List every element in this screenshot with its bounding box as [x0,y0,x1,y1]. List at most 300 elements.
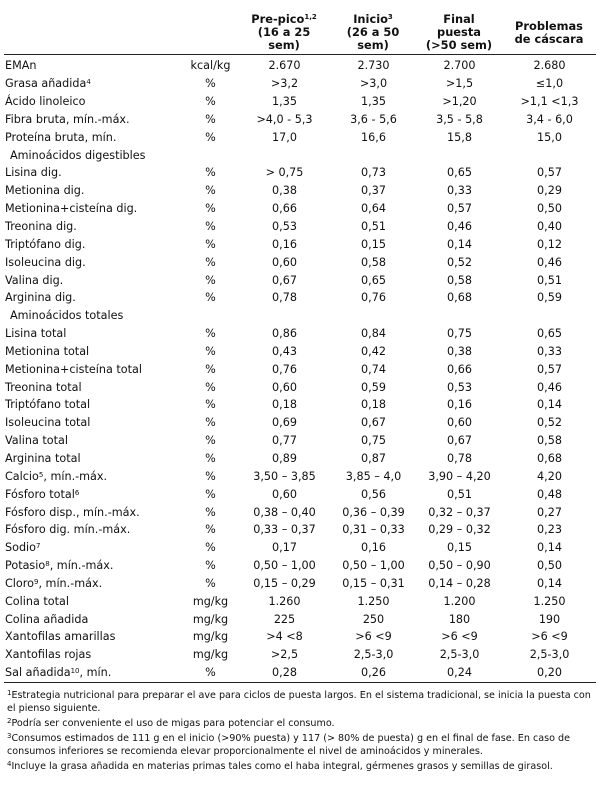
table-row [4,575,596,593]
row-unit: % [205,237,216,251]
row-label-text: Isoleucina total [5,416,91,430]
value-inicio: 0,75 [361,434,386,448]
value-prepico: 225 [273,612,296,626]
row-label-suffix: , mín.-máx. [49,559,114,573]
row-unit: mg/kg [192,648,229,662]
row-unit: % [205,666,216,680]
row-unit: % [205,451,216,465]
row-label-text: Triptófano dig. [5,237,86,251]
value-inicio: 0,26 [361,666,386,680]
row-unit: % [205,184,216,198]
row-label [4,165,182,183]
table-row [4,325,596,343]
value-prepico: 0,33 – 0,37 [253,523,316,537]
section-heading: Aminoácidos totales [10,309,124,323]
value-inicio: 250 [362,612,385,626]
footnotes [4,689,596,773]
row-label [4,254,182,272]
header-inicio-sup: 3 [387,12,393,21]
table-row [4,593,596,611]
footnote-ref: 8 [45,560,50,569]
value-problemas: 0,68 [537,451,562,465]
table-row [4,75,596,93]
section-row [4,307,596,325]
value-prepico: 1,35 [272,95,297,109]
value-inicio: 1.250 [357,594,390,608]
row-unit: % [205,95,216,109]
table-row [4,379,596,397]
row-label-text: Calcio [5,469,39,483]
row-label [4,272,182,290]
value-problemas: 15,0 [537,130,562,144]
value-problemas: 0,14 [537,541,562,555]
row-label [4,629,182,647]
value-problemas: 0,51 [537,273,562,287]
row-label-text: Xantofilas rojas [5,648,92,662]
value-prepico: 2.670 [268,59,301,73]
value-prepico: 0,76 [272,362,297,376]
value-inicio: 2,5-3,0 [353,648,394,662]
row-unit: % [205,166,216,180]
row-unit: mg/kg [192,594,229,608]
row-unit: mg/kg [192,612,229,626]
row-label-text: Arginina total [5,451,81,465]
header-inicio-range: (26 a 50 [346,24,400,39]
row-unit: % [205,469,216,483]
row-label [4,218,182,236]
value-problemas: 0,46 [537,380,562,394]
header-prepico-title: Pre-pico [251,11,305,26]
value-final: 0,65 [447,166,472,180]
value-final: 0,15 [447,541,472,555]
row-unit: % [205,202,216,216]
footnote-ref: 5 [38,470,44,479]
header-inicio-title: Inicio [353,11,388,26]
value-problemas: 0,12 [537,237,562,251]
value-inicio: 0,18 [361,398,386,412]
table-row [4,664,596,682]
value-problemas: >6 <9 [531,630,568,644]
row-label [4,54,182,75]
row-label-text: Colina añadida [5,612,89,626]
row-unit: % [205,291,216,305]
value-prepico: 0,43 [272,344,297,358]
value-final: 2.700 [443,59,476,73]
value-problemas: 2,5-3,0 [529,648,570,662]
row-label-text: Proteína bruta, mín. [5,130,117,144]
value-problemas: 0,23 [537,523,562,537]
footnote-number: 3 [7,732,12,741]
row-unit: % [205,380,216,394]
header-prepico-sup: 1,2 [304,12,317,21]
table-row [4,611,596,629]
value-inicio: 0,16 [361,541,386,555]
value-final: 3,90 – 4,20 [428,469,491,483]
value-problemas: 0,57 [537,166,562,180]
table-row [4,129,596,147]
value-inicio: 0,42 [361,344,386,358]
value-inicio: 0,51 [361,220,386,234]
table-row [4,504,596,522]
header-prepico-range: (16 a 25 [257,24,311,39]
value-problemas: 0,50 [537,559,562,573]
row-label-text: Colina total [5,594,69,608]
value-problemas: 0,20 [537,666,562,680]
footnote-number: 2 [7,717,12,726]
row-label-text: Potasio [5,559,46,573]
header-final-range: (>50 sem) [425,37,493,52]
row-unit: mg/kg [192,630,229,644]
row-label [4,379,182,397]
value-prepico: >4 <8 [266,630,303,644]
row-label [4,93,182,111]
value-prepico: 0,86 [272,327,297,341]
value-problemas: 0,40 [537,220,562,234]
table-row [4,629,596,647]
value-prepico: 17,0 [272,130,297,144]
value-problemas: 0,58 [537,434,562,448]
footnote-text: Podría ser conveniente el uso de migas para potenciar el consumo. [11,718,335,730]
row-label [4,129,182,147]
table-row [4,200,596,218]
table-row [4,521,596,539]
row-unit: % [205,112,216,126]
value-prepico: 0,50 – 1,00 [253,559,316,573]
row-label [4,521,182,539]
value-problemas: 0,57 [537,362,562,376]
value-final: 0,66 [447,362,472,376]
footnote-ref: 7 [36,542,41,551]
row-label-suffix: , mín.-máx. [43,469,108,483]
value-final: 180 [448,612,471,626]
header-parameter [4,4,182,54]
value-problemas: 0,50 [537,202,562,216]
row-label [4,539,182,557]
value-inicio: 0,15 [361,237,386,251]
value-inicio: 3,85 – 4,0 [345,469,402,483]
table-row [4,432,596,450]
table-row [4,361,596,379]
value-inicio: >6 <9 [355,630,392,644]
value-prepico: 0,28 [272,666,297,680]
row-unit: % [205,541,216,555]
value-prepico: 0,15 – 0,29 [253,576,316,590]
footnote [7,717,592,730]
value-final: 0,46 [447,220,472,234]
value-inicio: 0,31 – 0,33 [342,523,405,537]
value-inicio: 0,56 [361,487,386,501]
table-row [4,111,596,129]
table-row [4,165,596,183]
row-label [4,646,182,664]
row-label-text: Triptófano total [5,398,91,412]
row-unit: % [205,576,216,590]
table-header [4,4,596,54]
value-final: 0,52 [447,255,472,269]
table-row [4,54,596,75]
row-label-text: Lisina total [5,327,67,341]
value-final: >1,20 [442,95,477,109]
value-prepico: >2,5 [270,648,299,662]
value-inicio: 0,67 [361,416,386,430]
row-unit: % [205,523,216,537]
value-inicio: 1,35 [361,95,386,109]
value-prepico: > 0,75 [265,166,304,180]
row-label-text: Arginina dig. [5,291,76,305]
row-label-text: Fósforo dig. mín.-máx. [5,523,131,537]
table-row [4,218,596,236]
table-row [4,486,596,504]
row-label [4,611,182,629]
row-unit: % [205,273,216,287]
row-label-text: Treonina dig. [5,220,77,234]
value-inicio: 0,84 [361,327,386,341]
row-label-text: Fósforo disp., mín.-máx. [5,505,140,519]
value-problemas: 0,14 [537,398,562,412]
footnote-ref: 4 [86,78,91,87]
header-problemas [502,4,596,54]
value-problemas: 0,29 [537,184,562,198]
value-problemas: 190 [538,612,561,626]
value-prepico: 0,38 – 0,40 [253,505,316,519]
value-problemas: 0,65 [537,327,562,341]
value-problemas: 0,48 [537,487,562,501]
footnote-number: 1 [7,689,12,698]
value-prepico: >3,2 [270,77,299,91]
value-inicio: 0,76 [361,291,386,305]
row-label-text: Ácido linoleico [5,95,86,109]
row-label-text: Valina total [5,434,68,448]
table-row [4,182,596,200]
row-unit: % [205,398,216,412]
value-final: 0,51 [447,487,472,501]
value-problemas: 4,20 [537,469,562,483]
row-label-text: Cloro [5,576,34,590]
row-label [4,182,182,200]
value-prepico: 1.260 [268,594,301,608]
row-label [4,325,182,343]
value-final: 0,38 [447,344,472,358]
row-unit: % [205,487,216,501]
row-unit: % [205,77,216,91]
header-final [416,4,502,54]
value-prepico: 0,16 [272,237,297,251]
value-final: 0,32 – 0,37 [428,505,491,519]
header-final-title: Final [443,11,475,26]
header-prepico-unit: sem) [268,37,300,52]
value-prepico: 0,69 [272,416,297,430]
value-prepico: 0,78 [272,291,297,305]
table-row [4,450,596,468]
table-row [4,557,596,575]
table-row [4,539,596,557]
value-inicio: 0,73 [361,166,386,180]
row-label-text: Metionina+cisteína total [5,362,142,376]
value-problemas: 0,59 [537,291,562,305]
footnote [7,760,592,773]
value-inicio: 16,6 [361,130,386,144]
row-unit: % [205,434,216,448]
header-problemas-sub: de cáscara [514,32,584,46]
value-prepico: 0,66 [272,202,297,216]
row-unit: % [205,362,216,376]
row-label-suffix: , mín. [79,666,112,680]
row-label [4,593,182,611]
value-problemas: 0,14 [537,576,562,590]
value-prepico: >4,0 - 5,3 [256,112,313,126]
value-final: 0,33 [447,184,472,198]
table-row [4,646,596,664]
table-row [4,254,596,272]
row-unit: % [205,130,216,144]
value-final: >6 <9 [441,630,478,644]
row-label-text: Xantofilas amarillas [5,630,116,644]
table-row [4,289,596,307]
footnote-ref: 9 [33,577,39,586]
footnote [7,732,592,758]
row-label-text: Metionina+cisteína dig. [5,202,138,216]
row-label [4,664,182,682]
row-label [4,361,182,379]
row-label [4,575,182,593]
value-problemas: ≤1,0 [535,77,564,91]
row-label-suffix: , mín.-máx. [38,576,103,590]
footnote-ref: 10 [70,667,80,676]
value-problemas: 0,27 [537,505,562,519]
value-inicio: 0,15 – 0,31 [342,576,405,590]
table-row [4,397,596,415]
footnote-ref: 6 [74,488,80,497]
row-label [4,468,182,486]
row-label [4,111,182,129]
value-final: 0,14 [447,237,472,251]
row-label [4,200,182,218]
row-unit: kcal/kg [190,59,231,73]
row-label-text: Lisina dig. [5,166,62,180]
row-label-text: Treonina total [5,380,82,394]
value-prepico: 3,50 – 3,85 [253,469,316,483]
row-label [4,504,182,522]
value-inicio: 0,50 – 1,00 [342,559,405,573]
value-final: 2,5-3,0 [439,648,480,662]
value-problemas: 2.680 [533,59,566,73]
value-prepico: 0,67 [272,273,297,287]
row-unit: % [205,416,216,430]
footnote-text: Consumos estimados de 111 g en el inicio (>90% puesta) y 117 (> 80% de puesta) g en el final de fase. En caso de consumos inferiores se recomienda elevar proporcionalmente el nivel de aminoácidos y minerales. [7,733,571,758]
row-label-text: Valina dig. [5,273,64,287]
value-final: 0,67 [447,434,472,448]
value-inicio: 0,58 [361,255,386,269]
section-heading: Aminoácidos digestibles [10,148,146,162]
value-final: 3,5 - 5,8 [436,112,483,126]
row-label [4,557,182,575]
header-prepico [238,4,330,54]
table-row [4,272,596,290]
row-unit: % [205,220,216,234]
value-final: 0,29 – 0,32 [428,523,491,537]
value-problemas: 0,52 [537,416,562,430]
value-inicio: 0,59 [361,380,386,394]
table-row [4,343,596,361]
row-label-text: Fósforo total [5,487,75,501]
value-final: 0,50 – 0,90 [428,559,491,573]
footnote [7,689,592,715]
value-final: 0,68 [447,291,472,305]
row-unit: % [205,327,216,341]
row-label-text: Metionina dig. [5,184,85,198]
table-body [4,54,596,683]
header-final-sub: puesta [437,24,481,39]
value-final: 0,60 [447,416,472,430]
row-label [4,450,182,468]
value-final: 0,58 [447,273,472,287]
value-final: 0,53 [447,380,472,394]
value-final: 0,78 [447,451,472,465]
value-problemas: 0,46 [537,255,562,269]
value-final: 0,16 [447,398,472,412]
row-label-text: Fibra bruta, mín.-máx. [5,112,130,126]
row-label [4,432,182,450]
row-label-text: Metionina total [5,344,90,358]
value-problemas: 3,4 - 6,0 [526,112,573,126]
value-prepico: 0,53 [272,220,297,234]
value-problemas: 1.250 [533,594,566,608]
row-unit: % [205,505,216,519]
value-inicio: 0,87 [361,451,386,465]
header-inicio [330,4,416,54]
value-final: 1.200 [443,594,476,608]
row-label [4,414,182,432]
value-inicio: 0,37 [361,184,386,198]
row-label [4,289,182,307]
section-row [4,147,596,165]
row-unit: % [205,344,216,358]
value-prepico: 0,89 [272,451,297,465]
value-prepico: 0,38 [272,184,297,198]
value-final: >1,5 [445,77,474,91]
row-label-text: Sal añadida [5,666,71,680]
row-label [4,236,182,254]
footnote-text: Estrategia nutricional para preparar el ave para ciclos de puesta largos. En el sistema tradicional, se inicia la puesta con el pienso siguiente. [7,690,591,715]
value-final: 0,24 [447,666,472,680]
row-label-text: Isoleucina dig. [5,255,86,269]
value-final: 15,8 [447,130,472,144]
row-label [4,397,182,415]
row-label-text: Grasa añadida [5,77,87,91]
header-problemas-title: Problemas [515,19,583,33]
value-prepico: 0,77 [272,434,297,448]
value-prepico: 0,17 [272,541,297,555]
value-inicio: 0,36 – 0,39 [342,505,405,519]
value-problemas: 0,33 [537,344,562,358]
row-unit: % [205,559,216,573]
row-label [4,486,182,504]
table-row [4,414,596,432]
value-inicio: 0,74 [361,362,386,376]
nutrition-table [4,4,596,683]
header-inicio-unit: sem) [357,37,389,52]
row-label [4,343,182,361]
value-prepico: 0,18 [272,398,297,412]
row-unit: % [205,255,216,269]
footnote-text: Incluye la grasa añadida en materias primas tales como el haba integral, gérmenes grasos y semillas de girasol. [11,761,553,773]
value-prepico: 0,60 [272,380,297,394]
value-final: 0,75 [447,327,472,341]
value-inicio: 2.730 [357,59,390,73]
value-final: 0,14 – 0,28 [428,576,491,590]
row-label-text: Sodio [5,541,37,555]
row-label-text: EMAn [5,59,37,73]
